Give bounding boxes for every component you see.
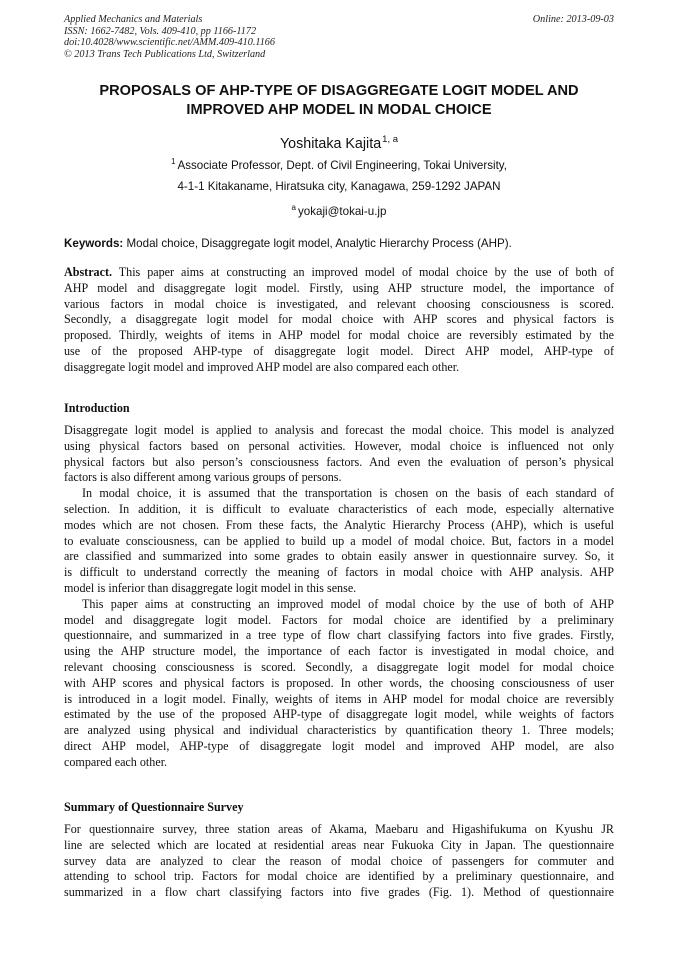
email-address: yokaji@tokai-u.jp (297, 205, 387, 218)
survey-line: For questionnaire survey, three station areas of Akama, Maebaru and Higashifukuma on Kyushu JR (64, 822, 614, 836)
intro-line: Disaggregate logit model is applied to analysis and forecast the modal choice. This model is analyzed (64, 423, 614, 437)
copyright-line: © 2013 Trans Tech Publications Ltd, Switzerland (64, 48, 266, 60)
survey-body (64, 822, 614, 901)
abstract-line: use of the proposed AHP-type of disaggregate logit model. Direct AHP model, AHP-type of (64, 343, 614, 358)
abstract-line: This paper aims at constructing an improved model of modal choice by the use of both of (118, 265, 614, 279)
intro-line: physical factors but also person’s consciousness factors. And even the evaluation of person’s physical (64, 454, 614, 469)
keywords (64, 237, 614, 250)
abstract-line: disaggregate logit model and improved AHP model are also compared each other. (64, 359, 460, 374)
intro-line: model is inferior than disaggregate logit model in this sense. (64, 580, 357, 595)
intro-line: questionnaire, and summarized in a tree type of flow chart classifying factors into five grades. Firstly, (64, 628, 614, 643)
intro-line: are analyzed using physical and individual characteristics by quantification theory 1. Three models; (64, 723, 614, 738)
intro-line: selection. In addition, it is difficult to evaluate characteristics of each mode, especially alternative (64, 501, 614, 516)
intro-line: estimated by the use of the proposed AHP-type of disaggregate logit model, while weights of factors (64, 707, 614, 722)
survey-line: attending to school trip. Factors for modal choice are identified by a preliminary questionnaire, and (64, 869, 614, 884)
journal-name: Applied Mechanics and Materials (64, 14, 203, 25)
intro-line: In modal choice, it is assumed that the transportation is chosen on the basis of each standard of (82, 486, 614, 501)
intro-line: with AHP scores and physical factors is proposed. In other words, the choosing consciousness of user (64, 675, 614, 690)
intro-line: modes which are not chosen. From these facts, the Analytic Hierarchy Process (AHP), which is useful (64, 517, 614, 532)
journal-header (64, 14, 614, 60)
doi-line: doi:10.4028/www.scientific.net/AMM.409-410.1166 (64, 37, 275, 49)
intro-line: using the AHP structure model, the importance of each factor is investigated in modal choice, and (64, 644, 614, 659)
affiliation-text-1: Associate Professor, Dept. of Civil Engineering, Tokai University, (177, 159, 507, 172)
title-line-2: IMPROVED AHP MODEL IN MODAL CHOICE (186, 102, 492, 118)
survey-line: survey data are analyzed to clear the reason of modal choice of passengers for commuter and (64, 853, 614, 868)
introduction-heading: Introduction (64, 401, 130, 415)
keywords-text: Modal choice, Disaggregate logit model, Analytic Hierarchy Process (AHP). (126, 237, 512, 250)
issn-line: ISSN: 1662-7482, Vols. 409-410, pp 1166-1172 (64, 25, 257, 37)
intro-line: factors is also different among various groups of persons. (64, 470, 342, 485)
intro-line: This paper aims at constructing an improved model of modal choice by the use of both of AHP (82, 596, 614, 611)
online-date: Online: 2013-09-03 (532, 14, 614, 25)
introduction-body (64, 423, 614, 771)
survey-heading: Summary of Questionnaire Survey (64, 800, 244, 814)
abstract (64, 265, 614, 376)
author-name: Yoshitaka Kajita (279, 136, 382, 152)
title-line-1: PROPOSALS OF AHP-TYPE OF DISAGGREGATE LOGIT MODEL AND (99, 83, 579, 99)
affiliation-line-1 (0, 157, 678, 172)
intro-line: direct AHP model, AHP-type of disaggregate logit model and improved AHP model, are also (64, 738, 614, 753)
abstract-label: Abstract. (64, 265, 113, 279)
intro-line: compared each other. (64, 754, 168, 769)
abstract-line: proposed. Thirdly, weights of items in AHP model for modal choice are reversibly estimated by the (64, 328, 614, 343)
affiliation-line-2: 4-1-1 Kitakaname, Hiratsuka city, Kanagawa, 259-1292 JAPAN (177, 180, 501, 193)
abstract-line: Secondly, a disaggregate logit model for modal choice with AHP scores and physical factors is (64, 312, 614, 327)
abstract-line: various factors in modal choice is investigated, and relevant choosing consciousness is scored. (64, 296, 614, 311)
intro-line: to evaluate consciousness, can be applied to build up a model of modal choice. But, factors in a model (64, 533, 614, 548)
paper-title (64, 82, 614, 120)
survey-line: line are selected which are located at residential areas near Fukuoka City in Japan. The questionnaire (64, 837, 614, 852)
intro-line: model and disaggregate logit model. Factors for modal choice are identified by a preliminary (64, 612, 614, 627)
intro-line: relevant choosing consciousness is scored. Secondly, a disaggregate logit model for modal choice (64, 659, 614, 674)
intro-line: is difficult to understand correctly the meaning of factors in modal choice with AHP analysis. AHP (64, 565, 614, 580)
author-superscript: 1, a (382, 134, 399, 145)
intro-line: are classified and summarized into some grades to obtain easily answer in questionnaire survey. So, it (64, 549, 614, 564)
intro-line: is introduced in a logit model. Finally, weights of items in AHP model for modal choice are reversibly (64, 691, 614, 706)
email-superscript: a (291, 203, 296, 212)
abstract-line: AHP model and disaggregate logit model. Firstly, using AHP structure model, the importance of (64, 280, 614, 295)
author-line (0, 134, 678, 152)
affiliation-superscript: 1 (171, 157, 176, 166)
survey-line: summarized in a flow chart classifying factors into five grades (Fig. 1). Method of questionnaire (64, 885, 614, 900)
keywords-label: Keywords: (64, 237, 124, 250)
intro-line: using physical factors based on personal activities. However, modal choice is influenced not only (64, 438, 614, 453)
email-line (0, 203, 678, 218)
